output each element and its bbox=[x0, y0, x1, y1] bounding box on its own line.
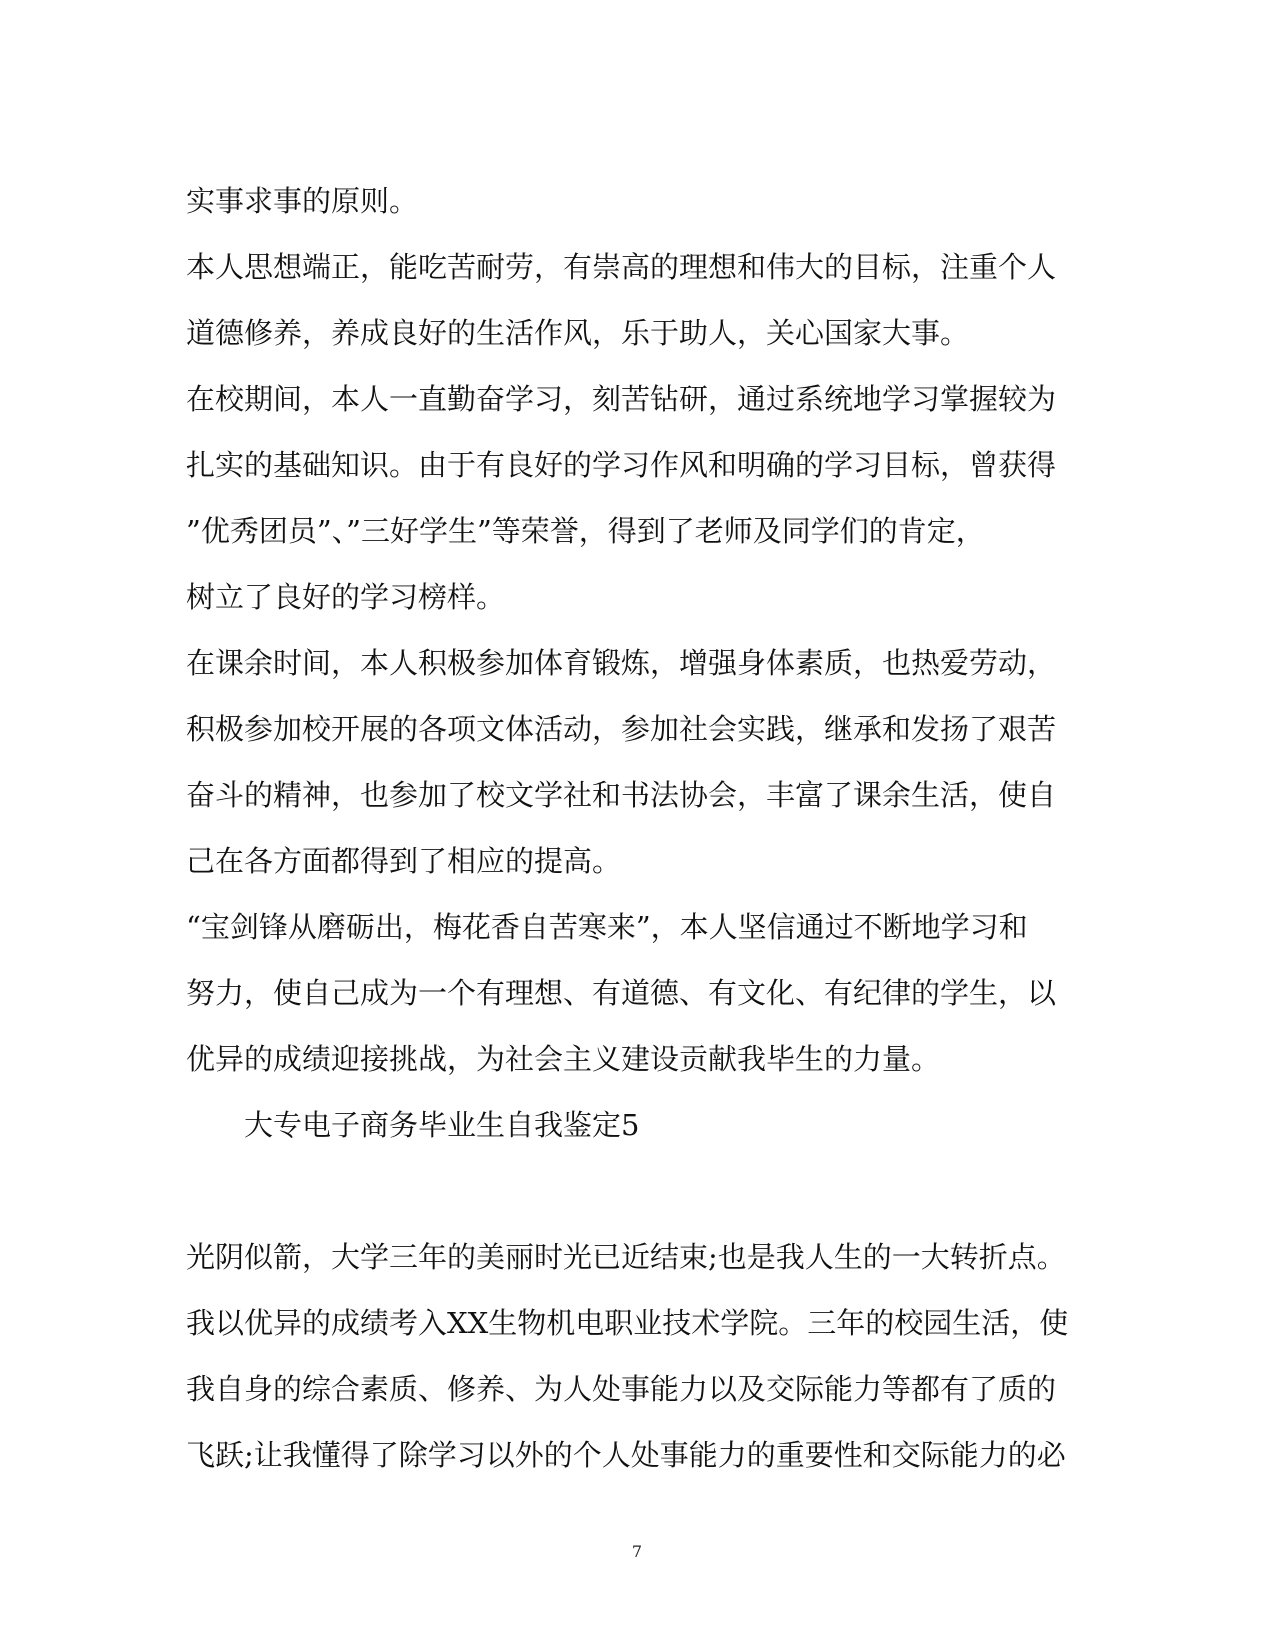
text-line: 我以优异的成绩考入XX生物机电职业技术学院。三年的校园生活，使 bbox=[186, 1306, 1069, 1340]
text-line: “宝剑锋从磨砺出，梅花香自苦寒来”，本人坚信通过不断地学习和 bbox=[186, 910, 1028, 944]
section-gap bbox=[186, 1158, 1086, 1224]
text-line: 本人思想端正，能吃苦耐劳，有崇高的理想和伟大的目标，注重个人 bbox=[186, 250, 1057, 284]
text-line: 努力，使自己成为一个有理想、有道德、有文化、有纪律的学生，以 bbox=[186, 976, 1057, 1010]
text-line: 己在各方面都得到了相应的提高。 bbox=[186, 844, 622, 878]
text-line: 扎实的基础知识。由于有良好的学习作风和明确的学习目标，曾获得 bbox=[186, 448, 1057, 482]
text-line: 优异的成绩迎接挑战，为社会主义建设贡献我毕生的力量。 bbox=[186, 1042, 941, 1076]
document-body bbox=[186, 168, 1086, 1488]
page-number: 7 bbox=[631, 1542, 643, 1561]
text-line: 飞跃;让我懂得了除学习以外的个人处事能力的重要性和交际能力的必 bbox=[186, 1438, 1066, 1472]
text-line: 在课余时间，本人积极参加体育锻炼，增强身体素质，也热爱劳动， bbox=[186, 646, 1057, 680]
text-line: 积极参加校开展的各项文体活动，参加社会实践，继承和发扬了艰苦 bbox=[186, 712, 1057, 746]
text-line: 光阴似箭，大学三年的美丽时光已近结束;也是我人生的一大转折点。 bbox=[186, 1240, 1066, 1274]
section-title: 大专电子商务毕业生自我鉴定5 bbox=[244, 1108, 640, 1142]
text-line: 树立了良好的学习榜样。 bbox=[186, 580, 506, 614]
text-line: ”优秀团员”、”三好学生”等荣誉，得到了老师及同学们的肯定， bbox=[186, 514, 985, 548]
text-line: 我自身的综合素质、修养、为人处事能力以及交际能力等都有了质的 bbox=[186, 1372, 1057, 1406]
text-line: 道德修养，养成良好的生活作风，乐于助人，关心国家大事。 bbox=[186, 316, 970, 350]
text-line: 在校期间，本人一直勤奋学习，刻苦钻研，通过系统地学习掌握较为 bbox=[186, 382, 1057, 416]
text-line: 实事求事的原则。 bbox=[186, 184, 419, 218]
text-line: 奋斗的精神，也参加了校文学社和书法协会，丰富了课余生活，使自 bbox=[186, 778, 1057, 812]
